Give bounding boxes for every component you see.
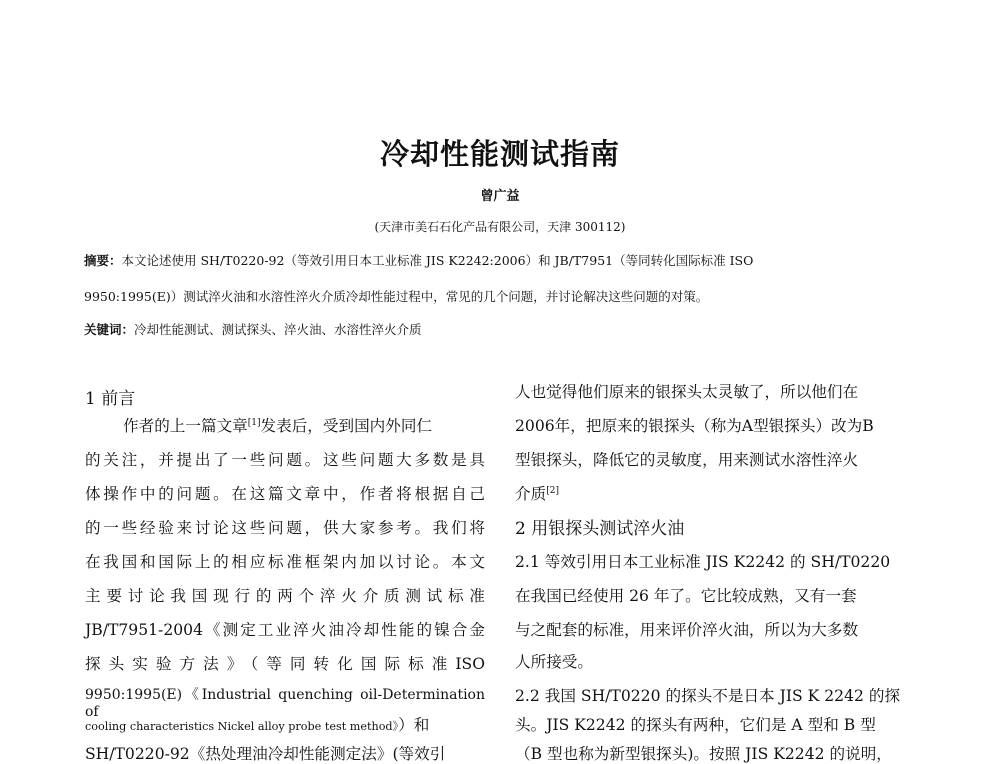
left-line-6: 主要讨论我国现行的两个淬火介质测试标准 <box>85 587 485 605</box>
right-line-9: 人所接受。 <box>515 653 593 671</box>
left-line-5: 在我国和国际上的相应标准框架内加以讨论。本文 <box>85 553 485 571</box>
right-line-11: 头。JIS K2242 的探头有两种，它们是 A 型和 B 型 <box>515 716 876 734</box>
left-line-1b: 发表后，受到国内外同仁 <box>260 417 433 435</box>
right-line-7: 在我国已经使用 26 年了。它比较成熟，又有一套 <box>515 587 857 605</box>
left-line-8: 探头实验方法》（等同转化国际标准ISO <box>85 655 485 673</box>
keywords-line <box>84 320 422 338</box>
author-name: 曾广益 <box>480 189 520 204</box>
left-line-2: 的关注，并提出了一些问题。这些问题大多数是具 <box>85 451 485 469</box>
left-line-1a: 作者的上一篇文章 <box>123 417 248 435</box>
right-line-4 <box>515 482 920 504</box>
abstract-line-1 <box>84 251 753 269</box>
left-line-10b: ）和 <box>398 716 430 734</box>
left-line-10a: cooling characteristics Nickel alloy probe test method》 <box>85 720 399 733</box>
section-heading-1: 1 前言 <box>85 389 136 409</box>
author-affiliation: (天津市美石石化产品有限公司，天津 300112) <box>374 220 626 234</box>
paper-title: 冷却性能测试指南 <box>379 137 620 171</box>
citation-ref-1[interactable]: [1] <box>247 417 261 428</box>
citation-ref-2[interactable]: [2] <box>546 485 559 496</box>
left-line-4: 的一些经验来讨论这些问题，供大家参考。我们将 <box>85 519 485 537</box>
left-line-1 <box>123 414 485 436</box>
keywords-label: 关键词： <box>84 322 135 337</box>
right-line-8: 与之配套的标准，用来评价淬火油，所以为大多数 <box>515 621 859 639</box>
left-line-3: 体操作中的问题。在这篇文章中，作者将根据自己 <box>85 485 485 503</box>
abstract-text-1: 本文论述使用 SH/T0220-92（等效引用日本工业标准 JIS K2242:2006）和 JB/T7951（等同转化国际标准 ISO <box>121 253 754 268</box>
right-line-2: 2006年，把原来的银探头（称为A型银探头）改为B <box>515 417 874 435</box>
right-line-10: 2.2 我国 SH/T0220 的探头不是日本 JIS K 2242 的探 <box>515 687 901 705</box>
left-line-7: JB/T7951-2004《测定工业淬火油冷却性能的镍合金 <box>85 621 485 639</box>
right-line-3: 型银探头，降低它的灵敏度，用来测试水溶性淬火 <box>515 451 859 469</box>
left-line-9: 9950:1995(E)《Industrial quenching oil-Determination of <box>85 687 485 720</box>
right-line-1: 人也觉得他们原来的银探头太灵敏了，所以他们在 <box>515 383 859 401</box>
left-line-10 <box>85 713 485 735</box>
left-line-11: SH/T0220-92《热处理油冷却性能测定法》(等效引 <box>85 745 446 763</box>
keywords-text: 冷却性能测试、测试探头、淬火油、水溶性淬火介质 <box>134 322 422 337</box>
right-line-6: 2.1 等效引用日本工业标准 JIS K2242 的 SH/T0220 <box>515 553 891 571</box>
section-heading-2: 2 用银探头测试淬火油 <box>515 519 685 539</box>
right-line-4a: 介质 <box>515 485 547 503</box>
abstract-line-2: 9950:1995(E)）测试淬火油和水溶性淬火介质冷却性能过程中，常见的几个问题，并讨论解决这些问题的对策。 <box>84 289 709 304</box>
abstract-label: 摘要： <box>84 253 122 268</box>
right-line-12: （B 型也称为新型银探头)。按照 JIS K2242 的说明， <box>515 745 892 763</box>
